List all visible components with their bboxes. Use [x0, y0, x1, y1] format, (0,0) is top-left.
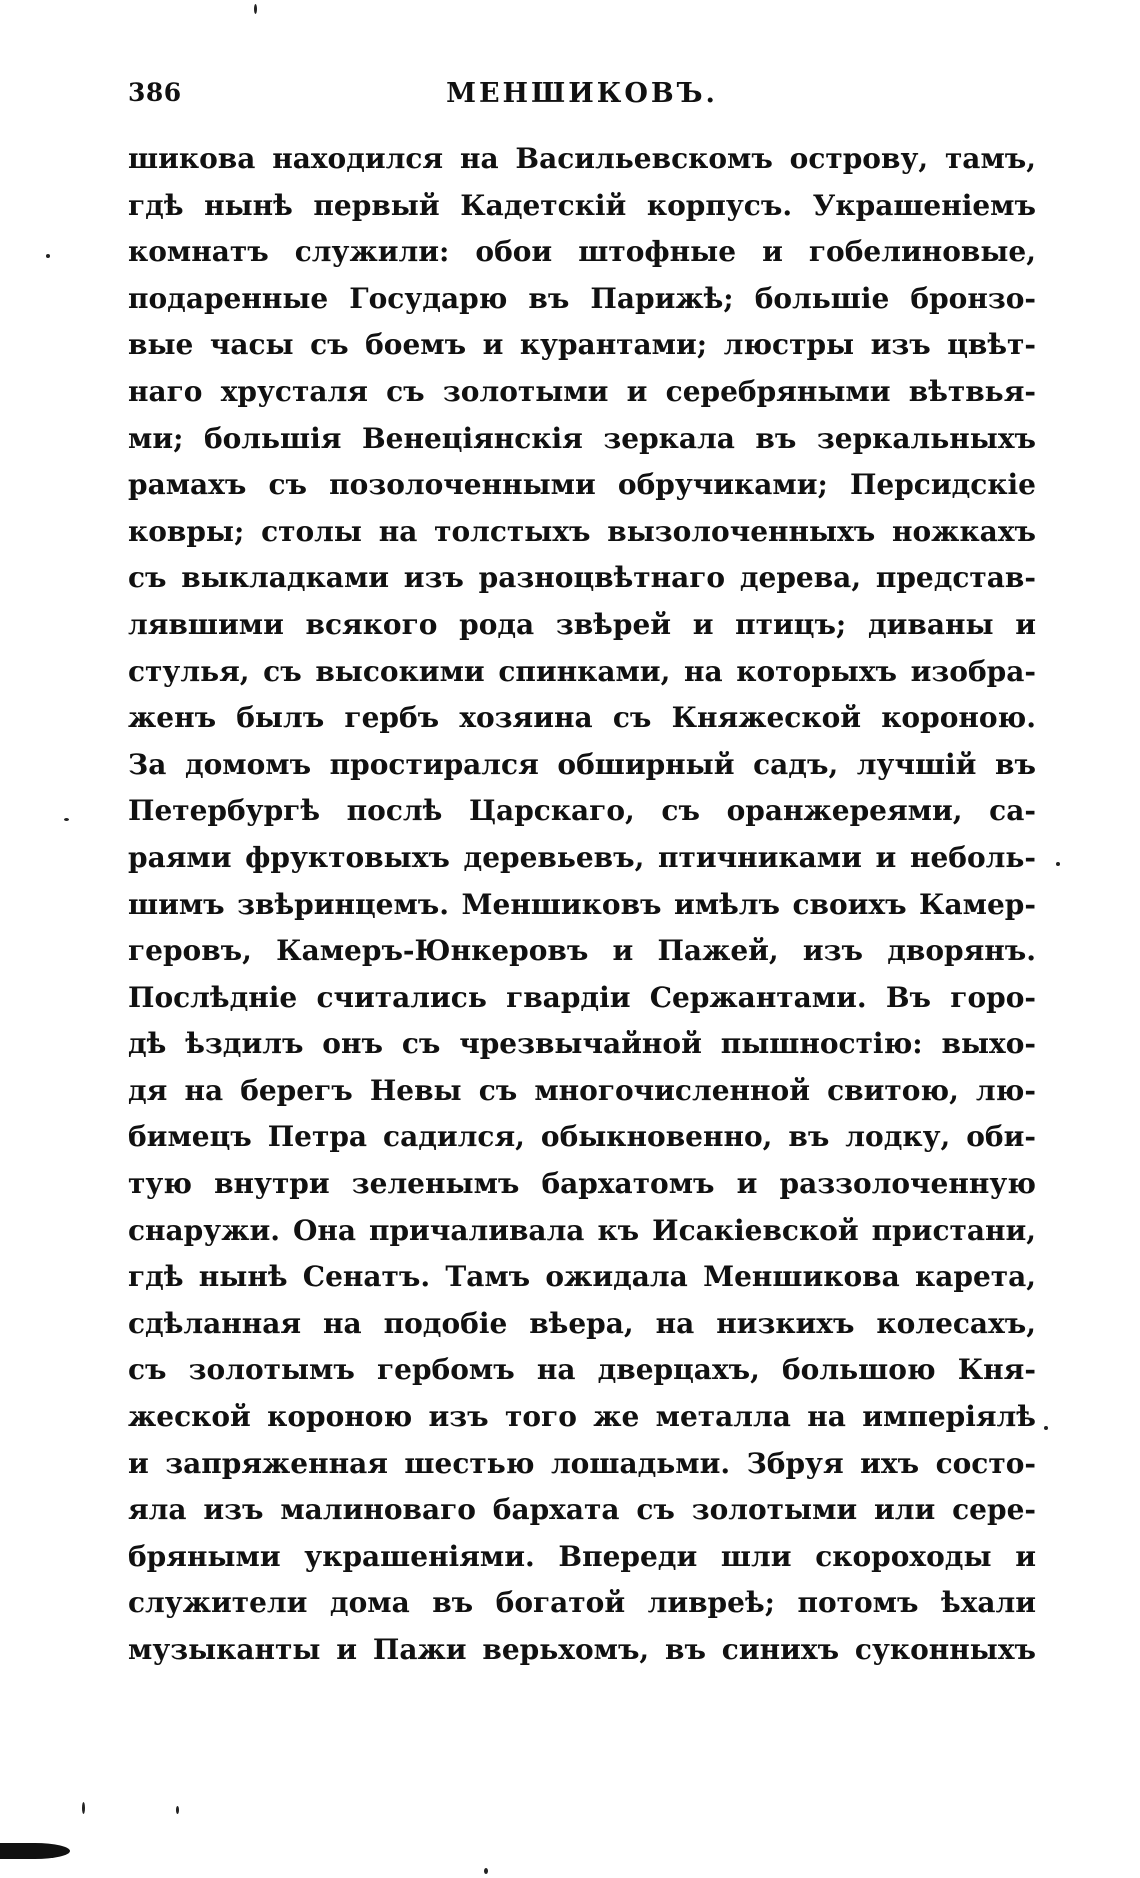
text-line: шикова находился на Васильевскомъ острову, тамъ,	[128, 142, 1036, 175]
text-line: тую внутри зеленымъ бархатомъ и раззолоченную	[128, 1167, 1036, 1201]
text-line: служители дома въ богатой ливреѣ; потомъ ѣхали	[128, 1586, 1036, 1620]
text-line: гдѣ нынѣ первый Кадетскій корпусъ. Украшеніемъ	[128, 188, 1036, 222]
text-line: сдѣланная на подобіе вѣера, на низкихъ колесахъ,	[128, 1306, 1036, 1340]
scan-speck	[1044, 1426, 1048, 1430]
text-line: съ золотымъ гербомъ на дверцахъ, большою Кня-	[128, 1353, 1036, 1387]
text-line: дя на берегъ Невы съ многочисленной свитою, лю-	[128, 1073, 1036, 1107]
running-title: МЕНШИКОВЪ.	[446, 78, 718, 109]
text-line: стулья, съ высокими спинками, на которыхъ изобра-	[128, 654, 1036, 688]
scan-speck	[46, 254, 50, 258]
text-line: раями фруктовыхъ деревьевъ, птичниками и неболь-	[128, 840, 1036, 874]
scan-speck	[254, 4, 257, 14]
text-line: бряными украшеніями. Впереди шли скороходы и	[128, 1539, 1036, 1573]
text-line: Послѣдніе считались гвардіи Сержантами. Въ горо-	[128, 980, 1036, 1014]
text-line: и запряженная шестью лошадьми. Збруя ихъ состо-	[128, 1446, 1036, 1480]
text-line: лявшими всякого рода звѣрей и птицъ; диваны и	[128, 607, 1036, 641]
scan-speck	[176, 1806, 179, 1814]
text-line: ковры; столы на толстыхъ вызолоченныхъ ножкахъ	[128, 514, 1036, 548]
text-line: комнатъ служили: обои штофные и гобелиновые,	[128, 235, 1036, 269]
scan-speck	[484, 1868, 488, 1874]
text-line: шимъ звѣринцемъ. Меншиковъ имѣлъ своихъ Камер-	[128, 887, 1036, 921]
text-line: бимецъ Петра садился, обыкновенно, въ лодку, оби-	[128, 1120, 1036, 1154]
text-line: Петербургѣ послѣ Царскаго, съ оранжереями, са-	[128, 794, 1036, 828]
scan-speck	[1056, 862, 1060, 866]
scan-edge-mark	[0, 1843, 70, 1859]
text-line: рамахъ съ позолоченными обручиками; Персидскіе	[128, 468, 1036, 502]
page-header	[128, 78, 1036, 122]
text-line: ми; большія Венеціянскія зеркала въ зеркальныхъ	[128, 421, 1036, 455]
text-line: музыканты и Пажи верьхомъ, въ синихъ суконныхъ	[128, 1633, 1036, 1666]
body-text	[128, 136, 1036, 1674]
text-line: геровъ, Камеръ-Юнкеровъ и Пажей, изъ дворянъ.	[128, 934, 1036, 968]
text-line: дѣ ѣздилъ онъ съ чрезвычайной пышностію: выхо-	[128, 1027, 1036, 1061]
page-number: 386	[128, 78, 182, 107]
text-line: наго хрусталя съ золотыми и серебряными вѣтвья-	[128, 374, 1036, 408]
text-line: женъ былъ гербъ хозяина съ Княжеской короною.	[128, 701, 1036, 735]
text-line: гдѣ нынѣ Сенатъ. Тамъ ожидала Меншикова карета,	[128, 1260, 1036, 1294]
text-line: За домомъ простирался обширный садъ, лучшій въ	[128, 747, 1036, 781]
text-line: вые часы съ боемъ и курантами; люстры изъ цвѣт-	[128, 328, 1036, 362]
text-line: снаружи. Она причаливала къ Исакіевской пристани,	[128, 1213, 1036, 1247]
text-line: подаренные Государю въ Парижѣ; большіе бронзо-	[128, 281, 1036, 315]
text-line: съ выкладками изъ разноцвѣтнаго дерева, представ-	[128, 561, 1036, 595]
scan-speck	[82, 1802, 85, 1814]
scan-speck	[64, 818, 69, 821]
text-line: яла изъ малиноваго бархата съ золотыми или сере-	[128, 1493, 1036, 1527]
text-line: жеской короною изъ того же металла на имперіялѣ	[128, 1400, 1036, 1434]
